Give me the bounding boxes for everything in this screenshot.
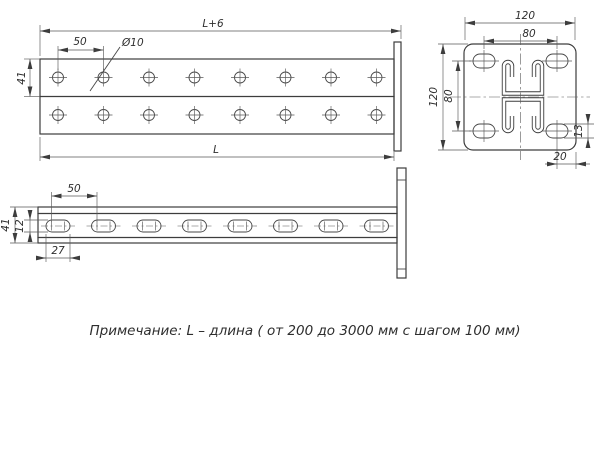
top-view <box>16 18 401 161</box>
end-plate-outline <box>464 44 576 150</box>
dim-slot-span-h-label: 80 <box>522 28 536 40</box>
note-text: Примечание: L – длина ( от 200 до 3000 мм с шагом 100 мм) <box>89 323 521 339</box>
dim-slot-length-label: 27 <box>51 245 65 257</box>
dim-slot-width-label: 12 <box>14 219 26 233</box>
dim-total-length-label: L+6 <box>202 18 224 30</box>
strut-profile-cross-section <box>504 62 542 131</box>
dim-side-height-label: 41 <box>0 218 12 232</box>
dim-slot-to-edge-label: 20 <box>553 151 567 163</box>
dim-slot-span-v-label: 80 <box>443 89 455 103</box>
dim-profile-height-label: 41 <box>16 71 28 85</box>
hole-diameter-leader <box>90 47 120 91</box>
dim-slot-height-label: 13 <box>573 124 585 138</box>
dim-slot-spacing-label: 50 <box>67 183 81 195</box>
dim-hole-diameter-label: Ø10 <box>122 37 144 49</box>
dim-plate-height-label: 120 <box>428 86 440 108</box>
end-view <box>428 10 594 169</box>
dim-plate-width-label: 120 <box>514 10 536 22</box>
dim-length-label: L <box>213 144 219 156</box>
end-plate-edge <box>394 42 401 151</box>
dim-hole-spacing-label: 50 <box>73 36 87 48</box>
side-end-plate <box>397 168 406 278</box>
side-slots <box>41 220 394 232</box>
side-view <box>0 168 406 278</box>
